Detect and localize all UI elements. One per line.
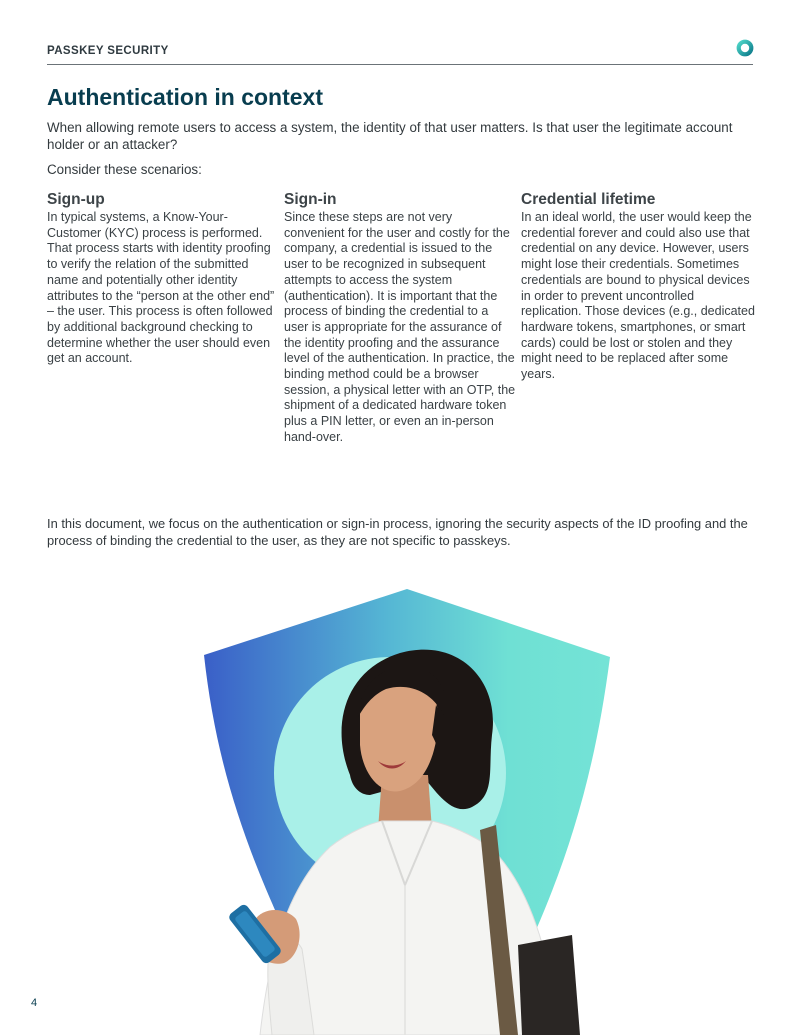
scenario-heading: Sign-in: [284, 191, 337, 208]
scenarios-lead-in: Consider these scenarios:: [47, 162, 202, 177]
scenario-body: Since these steps are not very convenient for the user and costly for the company, a credential is issued to the user to be recognized in subsequent attempts to access the system (authentication). It is important that the process of binding the credential to a user is appropriate for the assurance of the identity proofing and the assurance level of the authentication. In practice, the binding method could be a browser session, a physical letter with an OTP, the shipment of a dedicated hardware token plus a PIN letter, or even an in-person hand-over.: [284, 210, 516, 444]
intro-paragraph: When allowing remote users to access a system, the identity of that user matters. Is that user the legitimate account holder or an attacker?: [47, 120, 733, 152]
bag: [518, 935, 580, 1035]
scenario-heading: Credential lifetime: [521, 191, 656, 208]
scenario-sign-up: [47, 190, 279, 367]
page-title: Authentication in context: [47, 84, 323, 110]
scenario-body: In typical systems, a Know-Your-Customer (KYC) process is performed. That process starts with identity proofing to verify the relation of the submitted name and potentially other identity attributes to the “person at the other end” – the user. This process is often followed by additional background checking to determine whether the user should even get an account.: [47, 210, 275, 366]
shield-woman-phone-photo: [200, 585, 615, 1035]
ring-logo-icon: [736, 39, 754, 57]
scenario-body: In an ideal world, the user would keep the credential forever and could also use that credential on any device. However, users might lose their credentials. Sometimes credentials are bound to physical devices in order to prevent uncontrolled replication. Those devices (e.g., dedicated hardware tokens, smartphones, or smart cards) could be lost or stolen and they might need to be replaced after some years.: [521, 210, 755, 382]
section-label: PASSKEY SECURITY: [47, 45, 169, 57]
header-divider: [47, 64, 753, 65]
scenario-heading: Sign-up: [47, 191, 105, 208]
scenario-credential-lifetime: [521, 190, 755, 383]
page-number: 4: [31, 997, 38, 1009]
focus-paragraph: In this document, we focus on the authentication or sign-in process, ignoring the security aspects of the ID proofing and the process of binding the credential to the user, as they are not specific to passkeys.: [47, 516, 748, 548]
scenario-sign-in: [284, 190, 516, 446]
